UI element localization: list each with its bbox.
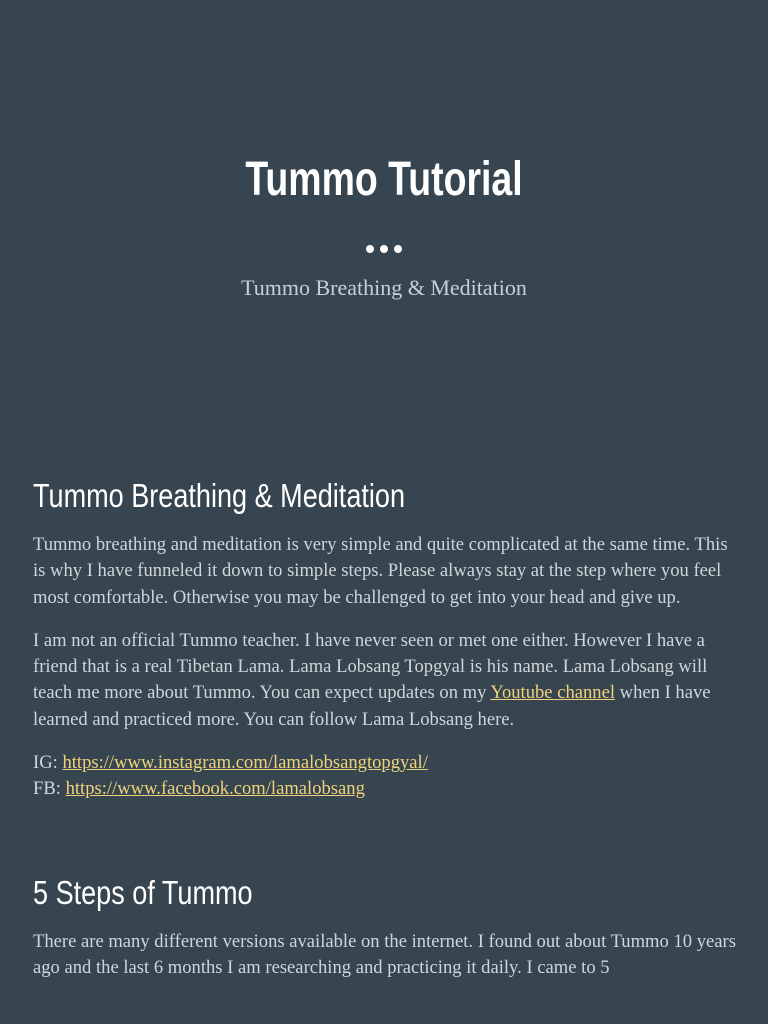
instagram-label: IG:	[33, 752, 63, 774]
intro-paragraph: Tummo breathing and meditation is very simple and quite complicated at the same time. This is why I have funneled it down to simple steps. Please always stay at the step where you feel most comfortable. Otherwise you may be challenged to get into your head and give up.	[33, 534, 728, 608]
dot-icon	[380, 245, 388, 253]
dots-divider-icon	[0, 238, 768, 257]
instagram-link[interactable]: https://www.instagram.com/lamalobsangtopgyal/	[62, 752, 428, 774]
page-subtitle: Tummo Breathing & Meditation	[241, 275, 527, 300]
teacher-paragraph	[33, 628, 737, 733]
facebook-link[interactable]: https://www.facebook.com/lamalobsang	[65, 778, 365, 800]
teacher-paragraph-text-start: I am not an official Tummo teacher. I have never seen or met one either. However I have a friend that is a real Tibetan Lama. Lama Lobsang Topgyal is his name. Lama Lobsang will teach me more about Tummo. You can expect updates on my	[33, 629, 708, 704]
steps-intro-paragraph: There are many different versions available on the internet. I found out about Tummo 10 years ago and the last 6 months I am researching and practicing it daily. I came to 5	[33, 930, 736, 978]
section-heading-breathing: Tummo Breathing & Meditation	[33, 477, 405, 514]
youtube-channel-link[interactable]: Youtube channel	[490, 682, 616, 704]
dot-icon	[394, 245, 402, 253]
social-links	[33, 750, 737, 803]
dot-icon	[366, 245, 374, 253]
section-heading-steps: 5 Steps of Tummo	[33, 873, 253, 911]
hero-banner	[0, 0, 768, 420]
page-title: Tummo Tutorial	[245, 153, 523, 206]
article-content	[33, 476, 737, 981]
facebook-label: FB:	[33, 778, 66, 800]
teacher-paragraph-text-end: when I have learned and practiced more. You can follow Lama Lobsang here.	[33, 682, 711, 730]
